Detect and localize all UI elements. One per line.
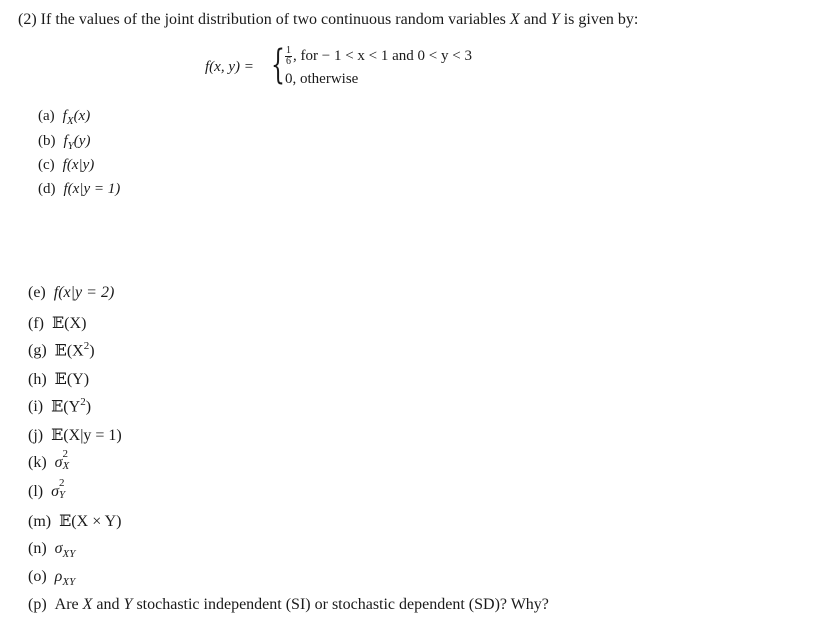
part-h <box>28 369 89 389</box>
fraction-one-sixth <box>285 46 292 67</box>
part-o <box>28 568 75 588</box>
part-label: (l) <box>28 483 44 500</box>
variable-y: Y <box>550 11 560 28</box>
part-expression <box>55 596 549 614</box>
part-expression: 𝔼(Y) <box>54 371 90 388</box>
question-text-end: stochastic independent (SI) or stochastic dependent (SD)? Why? <box>136 596 549 613</box>
expr-main: f <box>63 133 68 149</box>
part-d <box>38 181 120 198</box>
expr-sub: X <box>66 115 74 127</box>
part-expression: 𝔼(X) <box>51 315 87 332</box>
expr-tail: ) <box>85 398 92 416</box>
part-label: (o) <box>28 568 47 585</box>
part-expression <box>55 340 95 360</box>
problem-and: and <box>523 11 547 28</box>
expr-tail: (x) <box>73 108 91 124</box>
fraction-denominator: 6 <box>286 56 291 67</box>
variable-y: Y <box>123 596 133 613</box>
expr-main: f <box>62 108 67 124</box>
expr-main: σ <box>54 454 63 471</box>
sup-sub-stack <box>62 448 75 472</box>
part-a <box>38 108 90 127</box>
part-expression <box>51 477 71 501</box>
sup-sub-stack <box>59 477 71 501</box>
density-case-2: 0, otherwise <box>285 71 359 87</box>
part-label: (h) <box>28 371 47 388</box>
part-expression <box>55 540 76 560</box>
part-n <box>28 540 75 560</box>
expr-sup: 2 <box>62 448 69 460</box>
problem-statement <box>18 11 638 29</box>
part-label: (g) <box>28 342 47 360</box>
expr-main: 𝔼(Y <box>51 398 81 416</box>
problem-text-2: is given by: <box>563 11 639 28</box>
variable-x: X <box>509 11 520 28</box>
left-brace: { <box>271 42 285 88</box>
expr-main: σ <box>51 483 59 500</box>
part-label: (k) <box>28 454 47 471</box>
part-expression: 𝔼(X × Y) <box>59 513 122 530</box>
part-g <box>28 340 95 360</box>
part-expression <box>55 568 76 588</box>
part-label: (d) <box>38 181 56 197</box>
part-label: (m) <box>28 513 52 530</box>
expr-sub: X <box>62 460 70 472</box>
expr-sub: Y <box>59 489 66 501</box>
expr-main: σ <box>54 540 63 557</box>
question-and: and <box>96 596 120 613</box>
part-label: (n) <box>28 540 47 557</box>
part-label: (j) <box>28 427 44 444</box>
part-expression <box>51 396 91 416</box>
part-m <box>28 511 122 531</box>
part-expression: f(x|y = 2) <box>53 284 115 301</box>
part-label: (b) <box>38 133 56 149</box>
case-1-condition: , for − 1 < x < 1 and 0 < y < 3 <box>293 48 472 64</box>
expr-sub: XY <box>62 548 76 561</box>
part-expression <box>54 448 75 472</box>
expr-tail: (y) <box>73 133 91 149</box>
part-b <box>38 133 90 152</box>
part-expression: 𝔼(X|y = 1) <box>51 427 122 444</box>
part-label: (e) <box>28 284 46 301</box>
part-label: (a) <box>38 108 55 124</box>
part-expression: f(x|y = 1) <box>63 181 121 197</box>
problem-number: (2) <box>18 11 37 28</box>
part-expression: f(x|y) <box>62 157 95 173</box>
part-c <box>38 157 94 174</box>
part-label: (p) <box>28 596 47 613</box>
expr-main: 𝔼(X <box>54 342 84 360</box>
part-expression <box>63 108 91 127</box>
part-expression <box>64 133 91 152</box>
expr-sub: XY <box>62 576 76 589</box>
density-case-1 <box>285 46 472 67</box>
part-l <box>28 477 71 501</box>
part-label: (c) <box>38 157 55 173</box>
part-label: (i) <box>28 398 44 416</box>
question-text: Are <box>54 596 79 613</box>
part-e <box>28 284 114 302</box>
part-j <box>28 425 122 445</box>
fraction-numerator: 1 <box>286 45 291 56</box>
variable-x: X <box>82 596 93 613</box>
expr-tail: ) <box>89 342 95 360</box>
part-p <box>28 596 549 614</box>
expr-sup: 2 <box>80 396 86 408</box>
part-k <box>28 448 75 472</box>
expr-sup: 2 <box>59 477 65 489</box>
part-i <box>28 396 91 416</box>
expr-sub: Y <box>67 140 74 152</box>
part-label: (f) <box>28 315 44 332</box>
density-lhs: f(x, y) = <box>205 59 254 75</box>
expr-sup: 2 <box>83 340 90 352</box>
part-f <box>28 313 86 333</box>
problem-text-1: If the values of the joint distribution of two continuous random variables <box>40 11 506 28</box>
expr-main: ρ <box>54 568 63 585</box>
